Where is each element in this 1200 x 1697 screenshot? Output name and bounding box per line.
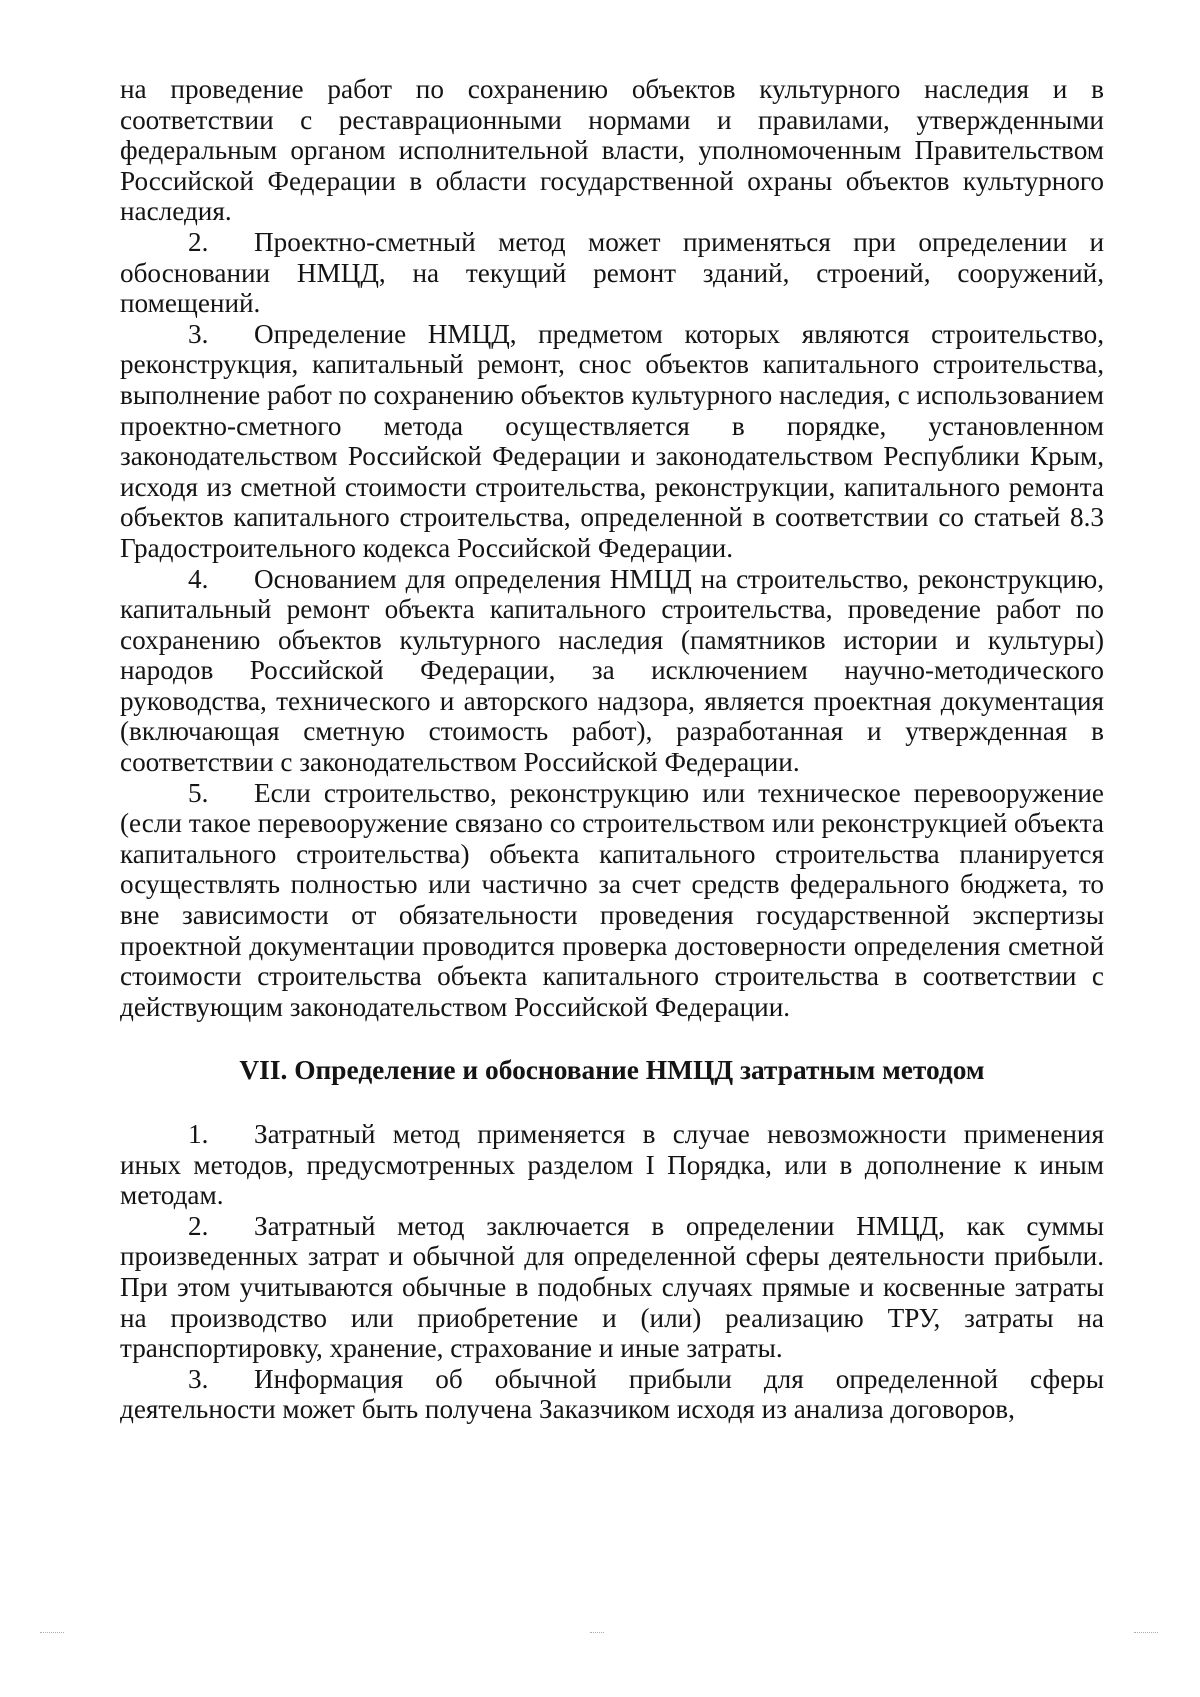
continuation-paragraph: на проведение работ по сохранению объектов культурного наследия и в соответствии с реставрационными нормами и правилами, утвержденными федеральным органом исполнительной власти, уполномоченным Правительством Российской Федерации в области государственной охраны объектов культурного наследия. bbox=[120, 74, 1104, 227]
scan-artifact bbox=[590, 1632, 604, 1639]
item-text: Основанием для определения НМЦД на строительство, реконструкцию, капитальный ремонт объекта капитального строительства, проведение работ по сохранению объектов культурного наследия (памятников истории и культуры) народов Российской Федерации, за исключением научно-методического руководства, технического и авторского надзора, является проектная документация (включающая сметную стоимость работ), разработанная и утвержденная в соответствии с законодательством Российской Федерации. bbox=[120, 563, 1104, 778]
section-heading: VII. Определение и обоснование НМЦД затратным методом bbox=[239, 1055, 985, 1086]
item-number: 2. bbox=[188, 226, 209, 257]
section6-item-3 bbox=[120, 319, 1104, 564]
scan-artifact bbox=[1134, 1632, 1158, 1639]
item-number: 1. bbox=[188, 1119, 209, 1149]
item-text: Информация об обычной прибыли для определенной сферы деятельности может быть получена Заказчиком исходя из анализа договоров, bbox=[120, 1363, 1104, 1425]
scan-artifact bbox=[40, 1632, 64, 1639]
section6-item-2 bbox=[120, 227, 1104, 319]
item-number: 3. bbox=[188, 318, 209, 349]
item-text: Затратный метод заключается в определении НМЦД, как суммы произведенных затрат и обычной для определенной сферы деятельности прибыли. При этом учитываются обычные в подобных случаях прямые и косвенные затраты на производство или приобретение и (или) реализацию ТРУ, затраты на транспортировку, хранение, страхование и иные затраты. bbox=[120, 1210, 1104, 1364]
section7-item-3 bbox=[120, 1364, 1104, 1425]
section6-item-5 bbox=[120, 778, 1104, 1023]
item-text: Проектно-сметный метод может применяться при определении и обосновании НМЦД, на текущий ремонт зданий, строений, сооружений, помещений. bbox=[120, 226, 1104, 319]
document-page bbox=[120, 74, 1104, 1425]
item-number: 2. bbox=[188, 1210, 209, 1241]
item-number: 4. bbox=[188, 563, 209, 594]
section7-item-2 bbox=[120, 1211, 1104, 1364]
item-text: Если строительство, реконструкцию или техническое перевооружение (если такое перевооружение связано со строительством или реконструкцией объекта капитального строительства) объекта капитального строительства планируется осуществлять полностью или частично за счет средств федерального бюджета, то вне зависимости от обязательности проведения государственной экспертизы проектной документации проводится проверка достоверности определения сметной стоимости строительства объекта капитального строительства в соответствии с действующим законодательством Российской Федерации. bbox=[120, 777, 1104, 1022]
item-text: Затратный метод применяется в случае невозможности применения иных методов, предусмотренных разделом I Порядка, или в дополнение к иным методам. bbox=[120, 1119, 1104, 1211]
item-text: Определение НМЦД, предметом которых являются строительство, реконструкция, капитальный ремонт, снос объектов капитального строительства, выполнение работ по сохранению объектов культурного наследия, с использованием проектно-сметного метода осуществляется в порядке, установленном законодательством Российской Федерации и законодательством Республики Крым, исходя из сметной стоимости строительства, реконструкции, капитального ремонта объектов капитального строительства, определенной в соответствии со статьей 8.3 Градостроительного кодекса Российской Федерации. bbox=[120, 318, 1104, 563]
section7-item-1 bbox=[120, 1119, 1104, 1211]
item-number: 3. bbox=[188, 1363, 209, 1394]
item-number: 5. bbox=[188, 777, 209, 808]
section6-item-4 bbox=[120, 564, 1104, 778]
